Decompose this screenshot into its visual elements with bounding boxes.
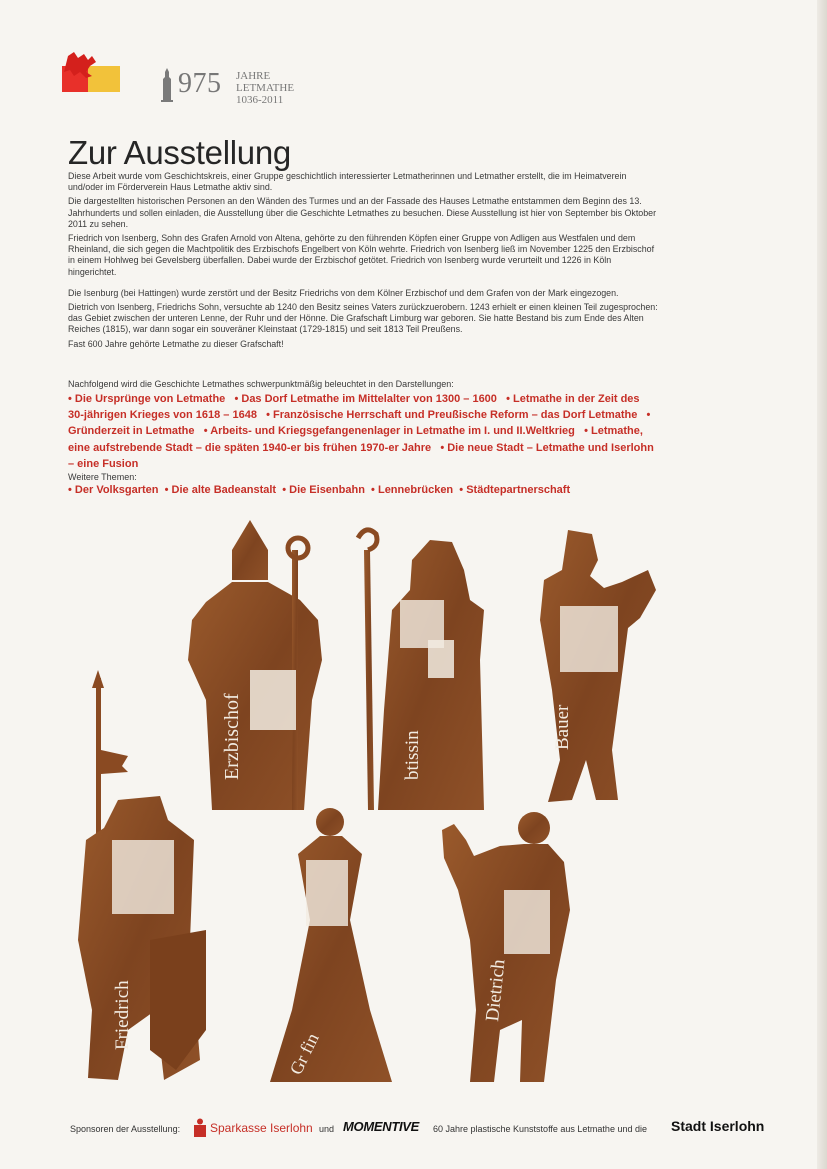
figure-label-graefin: Gr fin: [285, 1029, 323, 1078]
topic-bullet: •: [266, 409, 274, 422]
topic-item: Gründerzeit in Letmathe: [68, 425, 195, 438]
page-title: Zur Ausstellung: [68, 134, 291, 171]
countess-icon: [270, 808, 392, 1082]
topics-section: [68, 379, 658, 498]
jubilee-line-3: 1036-2011: [236, 94, 284, 106]
theme-bullet: •: [164, 484, 172, 497]
abbess-icon: [358, 530, 484, 810]
topic-item: Arbeits- und Kriegsgefangenenlager in Letmathe im I. und II.Weltkrieg: [210, 425, 575, 438]
intro-paragraph-3: Friedrich von Isenberg, Sohn des Grafen Arnold von Altena, gehörte zu den führenden Köpfen einer Gruppe von Adligen aus Westfalen und dem Rheinland, die sich gegen die Machtpolitik des Erzbischofs Engelbert von Köln wehrte. Friedrich von Isenberg ließ im November 1225 den Erzbischof in einem Hohlweg bei Gevelsberg überfallen. Dabei wurde der Erzbischof getötet. Friedrich von Isenberg wurde verurteilt und 1226 in Köln hingerichtet.: [68, 233, 655, 277]
intro-paragraph-1: Diese Arbeit wurde vom Geschichtskreis, einer Gruppe geschichtlich interessierter Letmatherinnen und Letmather erstellt, die im Heimatverein und/oder im Förderverein Haus Letmathe aktiv sind.: [68, 171, 627, 193]
theme-bullet: •: [68, 484, 75, 497]
figures-illustration: [0, 510, 827, 1110]
topic-item: Französische Herrschaft und Preußische Reform – das Dorf Letmathe: [273, 409, 638, 422]
figure-label-erzbischof: Erzbischof: [221, 693, 243, 780]
topic-bullet: •: [68, 393, 75, 405]
intro-paragraph-6: Fast 600 Jahre gehörte Letmathe zu dieser Grafschaft!: [68, 338, 284, 349]
jubilee-line-1: JAHRE: [236, 70, 271, 82]
theme-bullet: •: [459, 484, 467, 497]
farmer-icon: [540, 530, 656, 802]
theme-item: Städtepartnerschaft: [466, 484, 571, 497]
topic-bullet: •: [584, 425, 591, 438]
sponsor-company: MOMENTIVE: [343, 1119, 420, 1134]
theme-item: Die alte Badeanstalt: [171, 484, 277, 497]
figure-label-friedrich: Friedrich: [112, 980, 133, 1050]
topic-bullet: •: [203, 425, 211, 438]
jubilee-number: 975: [178, 68, 222, 99]
sponsor-city: Stadt Iserlohn: [671, 1118, 765, 1134]
lion-emblem-icon: [62, 50, 152, 96]
topic-item: Die neue Stadt – Letmathe und Iserlohn – eine Fusion: [68, 441, 654, 470]
topic-list: [68, 391, 658, 472]
sponsors-bar: [70, 1115, 790, 1145]
jubilee-header: [62, 50, 322, 110]
intro-paragraph-2: Die dargestellten historischen Personen an den Wänden des Turmes und an der Fassade des Hauses Letmathe entstammen dem Beginn des 13. Jahrhunderts und sollen einladen, die Ausstellung über die Geschichte Letmathes zu besuchen. Diese Ausstellung ist hier von September bis Oktober 2011 zu sehen.: [68, 196, 657, 229]
topic-item: Letmathe in der Zeit des 30-jährigen Krieges von 1618 – 1648: [68, 393, 640, 422]
theme-item: Der Volksgarten: [74, 484, 159, 497]
further-themes-list: [68, 482, 658, 498]
sponsor-und: und: [319, 1124, 335, 1134]
topic-item: Letmathe, eine aufstrebende Stadt – die späten 1940-er bis frühen 1970-er Jahre: [68, 425, 643, 454]
sparkasse-logo-icon: [191, 1118, 209, 1138]
theme-bullet: •: [282, 484, 290, 497]
bishop-icon: [188, 520, 322, 810]
count-icon: [442, 812, 570, 1082]
topic-item: Das Dorf Letmathe im Mittelalter von 1300 – 1600: [241, 393, 497, 405]
figure-label-bauer: Bauer: [552, 704, 573, 750]
jubilee-text: [236, 70, 294, 106]
theme-item: Lennebrücken: [377, 484, 454, 497]
knight-icon: [78, 670, 206, 1080]
further-themes-label: Weitere Themen:: [68, 472, 137, 483]
topic-bullet: •: [646, 409, 651, 422]
tower-icon: [160, 68, 174, 102]
theme-bullet: •: [371, 484, 378, 497]
topics-intro: Nachfolgend wird die Geschichte Letmathes schwerpunktmäßig beleuchtet in den Darstellungen:: [68, 379, 454, 389]
figure-label-dietrich: Dietrich: [482, 958, 510, 1023]
sponsors-intro: Sponsoren der Ausstellung:: [70, 1124, 181, 1134]
topic-item: Die Ursprünge von Letmathe: [74, 393, 226, 405]
sponsor-bank: Sparkasse Iserlohn: [210, 1121, 313, 1135]
topic-bullet: •: [506, 393, 514, 405]
theme-item: Die Eisenbahn: [289, 484, 365, 497]
jubilee-line-2: LETMATHE: [236, 82, 295, 94]
figure-label-aebtissin: btissin: [402, 730, 423, 780]
sponsor-company-text: 60 Jahre plastische Kunststoffe aus Letmathe und die: [433, 1124, 647, 1134]
intro-paragraph-5: Dietrich von Isenberg, Friedrichs Sohn, versuchte ab 1240 den Besitz seines Vaters zurückzuerobern. 1243 erhielt er einen kleinen Teil zugesprochen: das Gebiet zwischen der unteren Lenne, der Ruhr und der Hönne. Die Grafschaft Limburg war geboren. Sie hatte Bestand bis zum Ende des Alten Reiches (1815), war dann sogar ein souveräner Kleinstaat (1729-1815) und seit 1813 Teil Preußens.: [68, 302, 658, 335]
topic-bullet: •: [440, 441, 448, 454]
intro-text: [68, 171, 658, 353]
topic-bullet: •: [234, 393, 242, 405]
intro-paragraph-4: Die Isenburg (bei Hattingen) wurde zerstört und der Besitz Friedrichs von dem Kölner Erzbischof und dem Grafen von der Mark eingezogen.: [68, 287, 619, 298]
